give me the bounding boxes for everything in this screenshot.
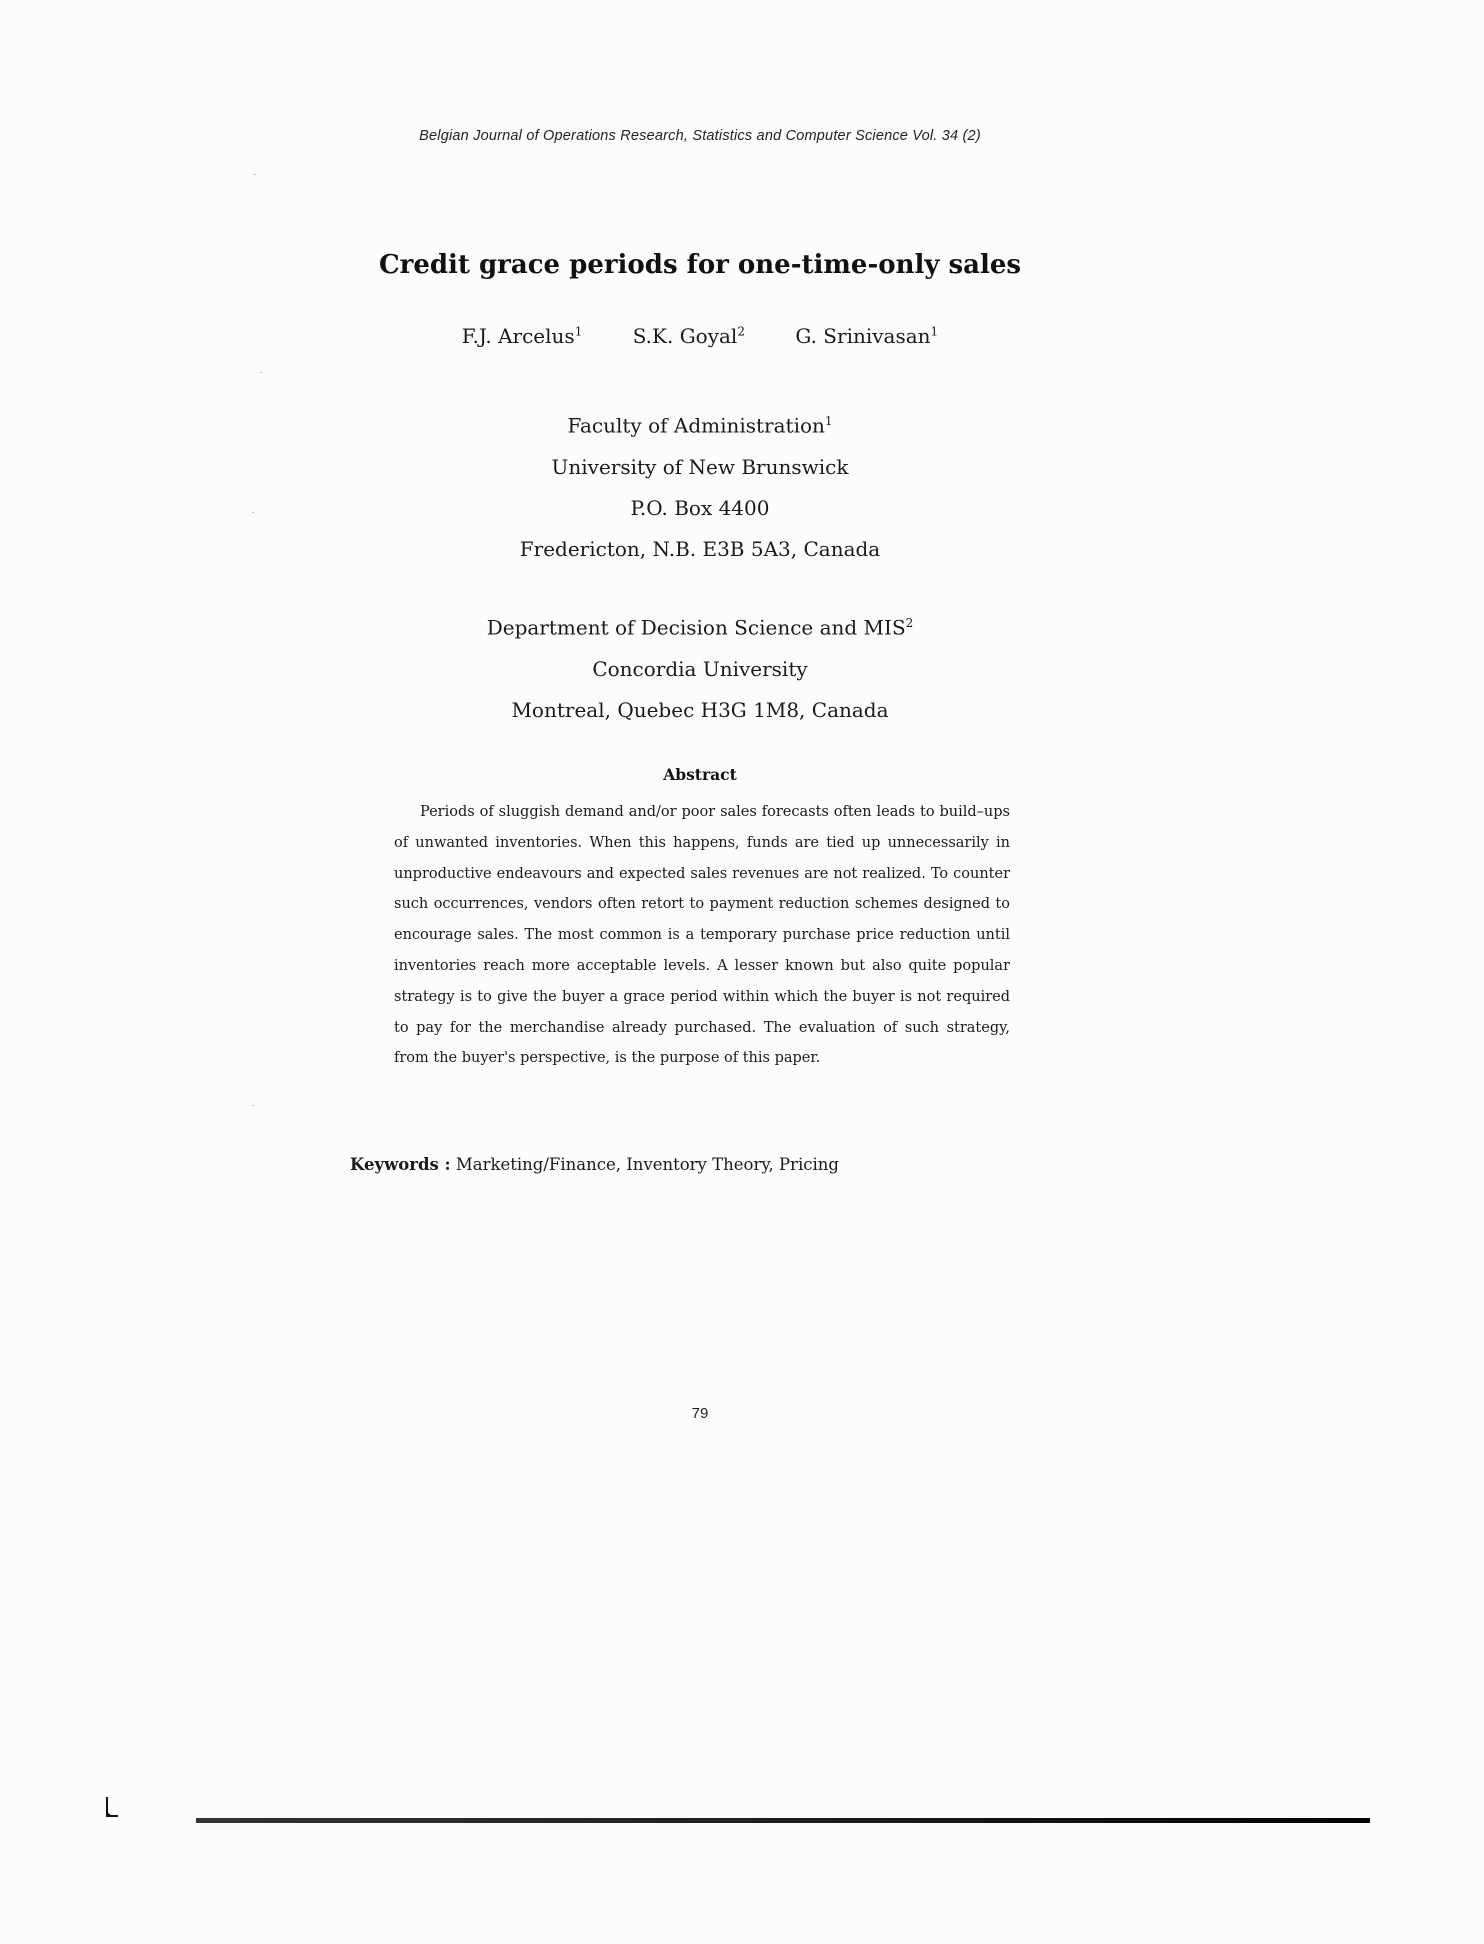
author xyxy=(462,324,583,348)
affiliation-line xyxy=(0,401,1400,447)
affiliation-block-1 xyxy=(0,401,1400,570)
affiliation-line: Concordia University xyxy=(592,656,808,681)
affiliation-line: University of New Brunswick xyxy=(551,454,849,479)
keywords-value: Marketing/Finance, Inventory Theory, Pricing xyxy=(455,1155,839,1174)
affiliation-line: Fredericton, N.B. E3B 5A3, Canada xyxy=(519,536,881,561)
author-name: F.J. Arcelus xyxy=(461,324,575,348)
abstract-heading: Abstract xyxy=(663,765,737,784)
author-affiliation-mark: 1 xyxy=(574,324,583,339)
keywords-line xyxy=(350,1155,839,1174)
author xyxy=(795,324,938,348)
journal-header: Belgian Journal of Operations Research, Statistics and Computer Science Vol. 34 (2) xyxy=(419,128,981,144)
page-number: 79 xyxy=(691,1405,709,1422)
affiliation-block-2 xyxy=(0,603,1400,731)
affiliation-dept: Department of Decision Science and MIS xyxy=(486,615,906,640)
abstract-text: Periods of sluggish demand and/or poor sales forecasts often leads to build–ups of unwanted inventories. When this happens, funds are tied up unnecessarily in unproductive endeavours and expected sales revenues are not realized. To counter such occurrences, vendors often retort to payment reduction schemes designed to encourage sales. The most common is a temporary purchase price reduction until inventories reach more acceptable levels. A lesser known but also quite popular strategy is to give the buyer a grace period within which the buyer is not required to pay for the merchandise already purchased. The evaluation of such strategy, from the buyer's perspective, is the purpose of this paper. xyxy=(394,804,1010,1067)
keywords-label: Keywords : xyxy=(350,1155,451,1174)
scan-speck xyxy=(252,512,254,513)
affiliation-line: P.O. Box 4400 xyxy=(630,495,770,520)
author-name: S.K. Goyal xyxy=(632,324,738,348)
affiliation-line: Montreal, Quebec H3G 1M8, Canada xyxy=(511,697,889,722)
author-list xyxy=(0,324,1400,348)
scan-speck xyxy=(252,1105,254,1106)
affiliation-mark: 1 xyxy=(824,414,833,428)
author-name: G. Srinivasan xyxy=(795,324,931,348)
footer-rule xyxy=(196,1818,1370,1823)
author-affiliation-mark: 2 xyxy=(737,324,745,339)
affiliation-line xyxy=(0,603,1400,649)
scan-speck xyxy=(260,372,262,373)
crop-mark-icon xyxy=(105,1797,119,1819)
author xyxy=(633,324,745,348)
affiliation-dept: Faculty of Administration xyxy=(567,413,825,438)
scan-speck xyxy=(254,174,256,175)
paper-title: Credit grace periods for one-time-only sales xyxy=(378,250,1022,280)
affiliation-mark: 2 xyxy=(905,616,914,630)
author-affiliation-mark: 1 xyxy=(930,324,939,339)
